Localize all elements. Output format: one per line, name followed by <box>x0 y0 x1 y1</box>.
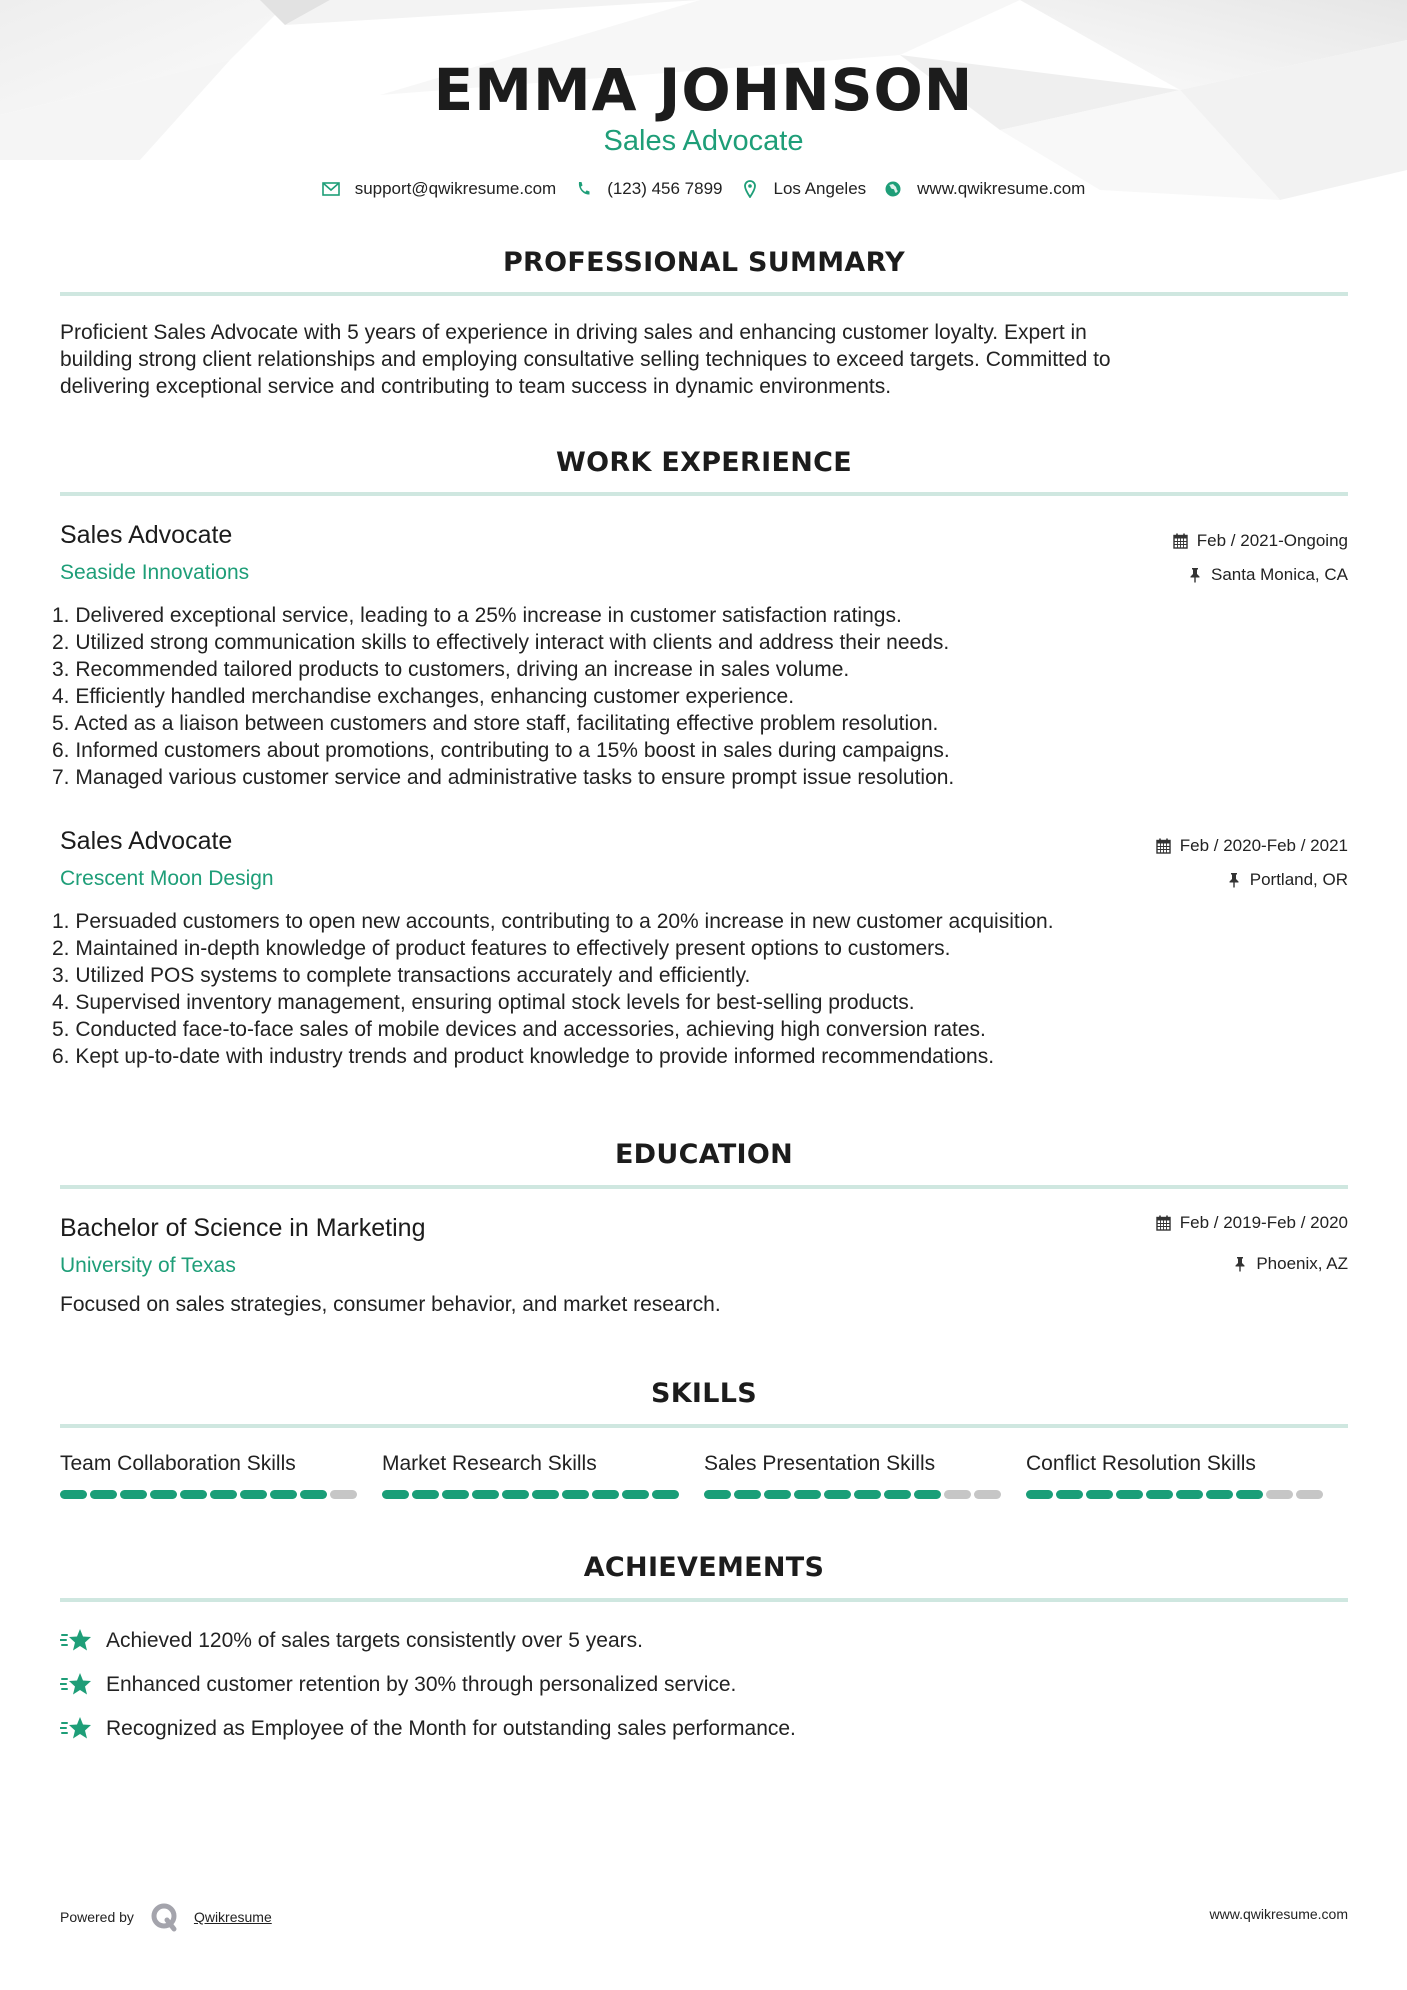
achievement-item: Enhanced customer retention by 30% through personalized service. <box>60 1670 736 1698</box>
rating-segment-filled <box>412 1490 439 1499</box>
rating-segment-filled <box>1086 1490 1113 1499</box>
job-bullets <box>52 602 1342 791</box>
pushpin-icon <box>1226 871 1242 889</box>
rating-segment-filled <box>382 1490 409 1499</box>
rating-segment-filled <box>90 1490 117 1499</box>
phone-icon <box>574 180 592 198</box>
contact-email[interactable] <box>322 178 557 200</box>
skill-label: Market Research Skills <box>382 1452 597 1475</box>
achievement-item: Achieved 120% of sales targets consistently over 5 years. <box>60 1626 643 1654</box>
company-name: Seaside Innovations <box>60 561 250 584</box>
contact-bar <box>0 178 1407 200</box>
section-divider <box>60 1424 1348 1428</box>
calendar-icon <box>1156 837 1172 855</box>
skill-item <box>60 1451 382 1499</box>
education-description: Focused on sales strategies, consumer behavior, and market research. <box>60 1293 721 1316</box>
summary-text: Proficient Sales Advocate with 5 years of experience in driving sales and enhancing customer loyalty. Expert in building strong client relationships and employing consultative selling techniques to exceed targets. Committed to delivering exceptional service and contributing to team success in dynamic environments. <box>60 321 1111 398</box>
shooting-star-icon <box>60 1714 94 1742</box>
website-text: www.qwikresume.com <box>917 179 1086 198</box>
envelope-icon <box>322 180 340 198</box>
skill-rating-bar <box>704 1490 1026 1499</box>
list-item: 3. Recommended tailored products to customers, driving an increase in sales volume. <box>52 658 850 681</box>
list-item: 2. Utilized strong communication skills to effectively interact with clients and address their needs. <box>52 631 950 654</box>
rating-segment-filled <box>180 1490 207 1499</box>
rating-segment-empty <box>944 1490 971 1499</box>
contact-location <box>741 178 867 200</box>
skill-rating-bar <box>382 1490 704 1499</box>
company-name: Crescent Moon Design <box>60 867 274 890</box>
list-item: 1. Delivered exceptional service, leading to a 25% increase in customer satisfaction ratings. <box>52 604 902 627</box>
rating-segment-filled <box>442 1490 469 1499</box>
rating-segment-filled <box>854 1490 881 1499</box>
rating-segment-filled <box>1146 1490 1173 1499</box>
phone-text: (123) 456 7899 <box>607 179 723 198</box>
list-item: 1. Persuaded customers to open new accounts, contributing to a 20% increase in new customer acquisition. <box>52 910 1054 933</box>
section-divider <box>60 292 1348 296</box>
section-heading-experience: WORK EXPERIENCE <box>556 447 852 478</box>
job-location: Portland, OR <box>1226 869 1348 891</box>
rating-segment-empty <box>1266 1490 1293 1499</box>
rating-segment-filled <box>914 1490 941 1499</box>
rating-segment-filled <box>764 1490 791 1499</box>
rating-segment-filled <box>1056 1490 1083 1499</box>
rating-segment-filled <box>562 1490 589 1499</box>
skill-label: Sales Presentation Skills <box>704 1452 936 1475</box>
candidate-name: EMMA JOHNSON <box>433 56 974 124</box>
footer-powered-by <box>60 1902 272 1932</box>
skill-label: Conflict Resolution Skills <box>1026 1452 1256 1475</box>
rating-segment-filled <box>1176 1490 1203 1499</box>
rating-segment-filled <box>794 1490 821 1499</box>
section-heading-education: EDUCATION <box>614 1139 794 1170</box>
pushpin-icon <box>1187 566 1203 584</box>
list-item: 6. Kept up-to-date with industry trends and product knowledge to provide informed recommendations. <box>52 1045 995 1068</box>
list-item: 2. Maintained in-depth knowledge of product features to effectively present options to customers. <box>52 937 951 960</box>
job-bullets <box>52 908 1342 1070</box>
section-divider <box>60 492 1348 496</box>
rating-segment-filled <box>60 1490 87 1499</box>
globe-icon <box>884 180 902 198</box>
section-divider <box>60 1185 1348 1189</box>
job-dates: Feb / 2020-Feb / 2021 <box>1156 835 1348 857</box>
rating-segment-filled <box>210 1490 237 1499</box>
rating-segment-filled <box>502 1490 529 1499</box>
list-item: 4. Efficiently handled merchandise exchanges, enhancing customer experience. <box>52 685 795 708</box>
calendar-icon <box>1173 532 1189 550</box>
email-text: support@qwikresume.com <box>354 179 557 198</box>
list-item: 6. Informed customers about promotions, contributing to a 15% boost in sales during campaigns. <box>52 739 950 762</box>
rating-segment-filled <box>532 1490 559 1499</box>
rating-segment-filled <box>884 1490 911 1499</box>
skill-item <box>1026 1451 1348 1499</box>
rating-segment-filled <box>120 1490 147 1499</box>
degree-title: Bachelor of Science in Marketing <box>60 1214 426 1242</box>
section-heading-summary: PROFESSIONAL SUMMARY <box>502 247 906 278</box>
list-item: 4. Supervised inventory management, ensuring optimal stock levels for best-selling products. <box>52 991 915 1014</box>
rating-segment-filled <box>622 1490 649 1499</box>
job-location: Santa Monica, CA <box>1187 564 1348 586</box>
rating-segment-filled <box>1026 1490 1053 1499</box>
education-location: Phoenix, AZ <box>1232 1253 1348 1275</box>
powered-by-label: Powered by <box>60 1909 134 1925</box>
rating-segment-empty <box>974 1490 1001 1499</box>
rating-segment-filled <box>240 1490 267 1499</box>
rating-segment-filled <box>1236 1490 1263 1499</box>
skill-item <box>382 1451 704 1499</box>
job-title: Sales Advocate <box>60 521 233 549</box>
list-item: 3. Utilized POS systems to complete transactions accurately and efficiently. <box>52 964 751 987</box>
rating-segment-filled <box>150 1490 177 1499</box>
rating-segment-filled <box>592 1490 619 1499</box>
rating-segment-filled <box>270 1490 297 1499</box>
rating-segment-filled <box>472 1490 499 1499</box>
rating-segment-filled <box>300 1490 327 1499</box>
job-title: Sales Advocate <box>60 827 233 855</box>
list-item: 5. Conducted face-to-face sales of mobile devices and accessories, achieving high conversion rates. <box>52 1018 986 1041</box>
achievement-item: Recognized as Employee of the Month for outstanding sales performance. <box>60 1714 796 1742</box>
candidate-title: Sales Advocate <box>603 125 804 157</box>
footer-website-link[interactable]: www.qwikresume.com <box>1209 1906 1348 1922</box>
rating-segment-empty <box>1296 1490 1323 1499</box>
map-marker-icon <box>741 180 759 198</box>
skill-label: Team Collaboration Skills <box>60 1452 296 1475</box>
location-text: Los Angeles <box>773 179 867 198</box>
calendar-icon <box>1156 1214 1172 1232</box>
section-divider <box>60 1598 1348 1602</box>
job-dates: Feb / 2021-Ongoing <box>1173 530 1348 552</box>
skill-rating-bar <box>1026 1490 1348 1499</box>
section-heading-skills: SKILLS <box>650 1378 758 1409</box>
rating-segment-filled <box>652 1490 679 1499</box>
rating-segment-empty <box>330 1490 357 1499</box>
rating-segment-filled <box>734 1490 761 1499</box>
rating-segment-filled <box>1206 1490 1233 1499</box>
qwikresume-logo-icon <box>150 1902 180 1932</box>
qwikresume-link[interactable]: Qwikresume <box>193 1909 272 1925</box>
skills-list <box>60 1451 1348 1499</box>
list-item: 7. Managed various customer service and administrative tasks to ensure prompt issue resolution. <box>52 766 955 789</box>
skill-item <box>704 1451 1026 1499</box>
rating-segment-filled <box>824 1490 851 1499</box>
shooting-star-icon <box>60 1626 94 1654</box>
rating-segment-filled <box>704 1490 731 1499</box>
rating-segment-filled <box>1116 1490 1143 1499</box>
list-item: 5. Acted as a liaison between customers and store staff, facilitating effective problem resolution. <box>52 712 939 735</box>
contact-phone[interactable] <box>574 178 722 200</box>
section-heading-achievements: ACHIEVEMENTS <box>583 1552 825 1583</box>
skill-rating-bar <box>60 1490 382 1499</box>
shooting-star-icon <box>60 1670 94 1698</box>
education-dates: Feb / 2019-Feb / 2020 <box>1156 1212 1348 1234</box>
contact-website[interactable] <box>884 178 1085 200</box>
pushpin-icon <box>1232 1255 1248 1273</box>
school-name: University of Texas <box>60 1254 236 1277</box>
